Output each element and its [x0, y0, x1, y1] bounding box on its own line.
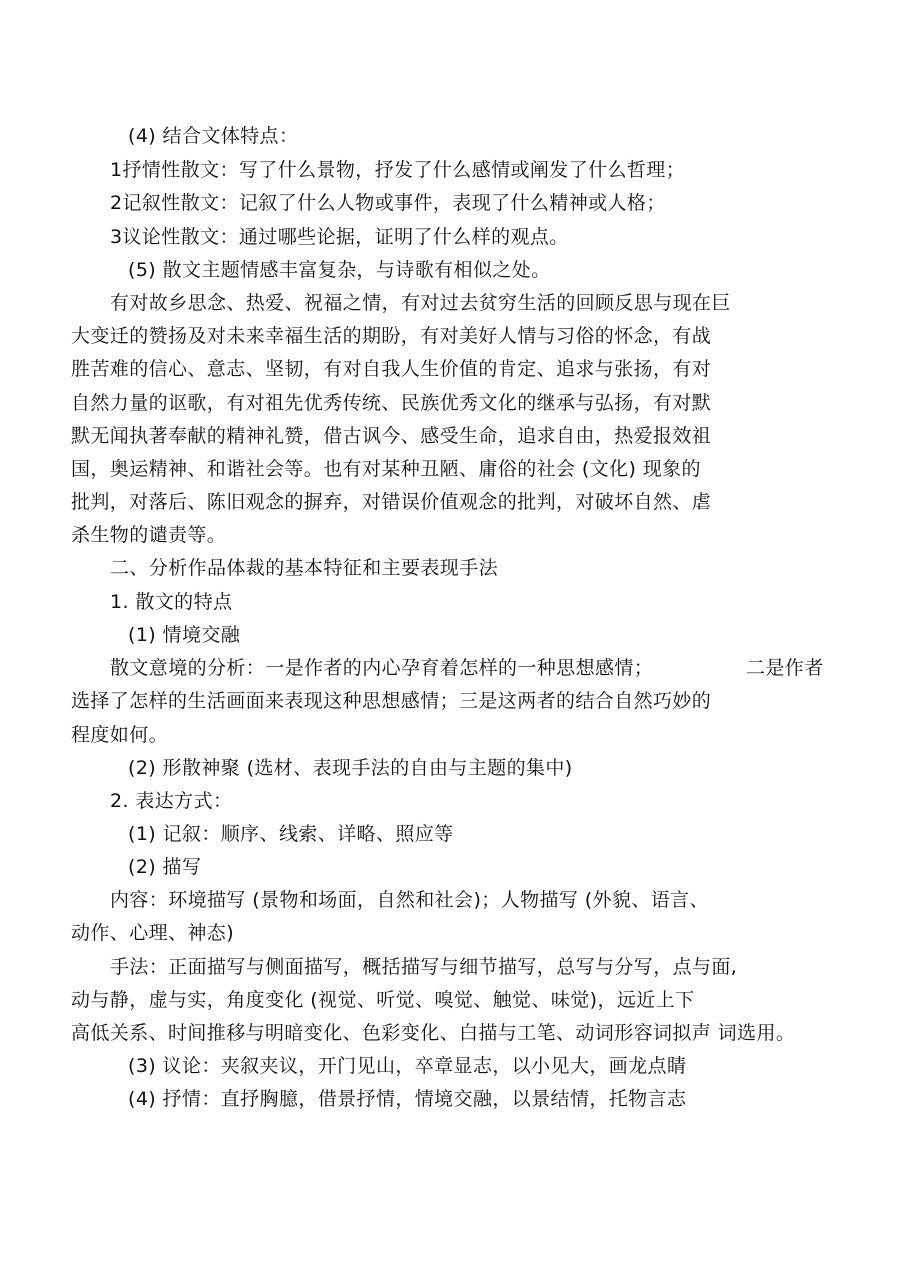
text-line: (2) 形散神聚 (选材、表现手法的自由与主题的集中) — [128, 757, 573, 779]
text-line: 1. 散文的特点 — [110, 591, 233, 613]
text-line: 动作、心理、神态) — [71, 922, 235, 944]
text-line: 动与静，虚与实，角度变化 (视觉、听觉、嗅觉、触觉、味觉)，远近上下 — [71, 989, 695, 1011]
text-line: 二是作者 — [746, 657, 824, 679]
text-line: 程度如何。 — [71, 724, 169, 746]
text-line: 散文意境的分析：一是作者的内心孕育着怎样的一种思想感情； — [110, 657, 654, 679]
text-line: 大变迁的赞扬及对未来幸福生活的期盼，有对美好人情与习俗的怀念，有战 — [71, 325, 712, 347]
text-line: 批判，对落后、陈旧观念的摒弃，对错误价值观念的批判，对破坏自然、虐 — [71, 491, 712, 513]
text-line: 2记叙性散文：记叙了什么人物或事件，表现了什么精神或人格； — [110, 192, 666, 214]
text-line: 1抒情性散文：写了什么景物，抒发了什么感情或阐发了什么哲理； — [110, 159, 686, 181]
text-line: (5) 散文主题情感丰富复杂，与诗歌有相似之处。 — [128, 259, 551, 281]
text-line: (1) 情境交融 — [128, 624, 241, 646]
text-line: (4) 结合文体特点： — [128, 125, 299, 147]
text-line: 杀生物的谴责等。 — [71, 524, 227, 546]
text-line: 自然力量的讴歌，有对祖先优秀传统、民族优秀文化的继承与弘扬，有对默 — [71, 392, 712, 414]
text-line: 国，奥运精神、和谐社会等。也有对某种丑陋、庸俗的社会 (文化) 现象的 — [71, 458, 701, 480]
text-line: 高低关系、时间推移与明暗变化、色彩变化、白描与工笔、动词形容词拟声 词选用。 — [71, 1022, 796, 1044]
section-heading: 二、分析作品体裁的基本特征和主要表现手法 — [110, 557, 499, 579]
text-line: 胜苦难的信心、意志、坚韧，有对自我人生价值的肯定、追求与张扬，有对 — [71, 358, 712, 380]
text-line: 2. 表达方式： — [110, 790, 233, 812]
text-line: (4) 抒情：直抒胸臆，借景抒情，情境交融，以景结情，托物言志 — [128, 1088, 687, 1110]
text-line: 内容：环境描写 (景物和场面，自然和社会)；人物描写 (外貌、语言、 — [110, 889, 709, 911]
text-line: 默无闻执著奉献的精神礼赞，借古讽今、感受生命，追求自由，热爱报效祖 — [71, 425, 712, 447]
text-line: (1) 记叙：顺序、线索、详略、照应等 — [128, 823, 454, 845]
text-line: (3) 议论：夹叙夹议，开门见山，卒章显志，以小见大，画龙点睛 — [128, 1055, 687, 1077]
text-line: (2) 描写 — [128, 856, 202, 878]
text-line: 手法：正面描写与侧面描写，概括描写与细节描写，总写与分写，点与面, — [110, 956, 738, 978]
text-line: 有对故乡思念、热爱、祝福之情，有对过去贫穷生活的回顾反思与现在巨 — [110, 292, 731, 314]
text-line: 3议论性散文：通过哪些论据，证明了什么样的观点。 — [110, 226, 569, 248]
text-line: 选择了怎样的生活画面来表现这种思想感情；三是这两者的结合自然巧妙的 — [71, 690, 712, 712]
